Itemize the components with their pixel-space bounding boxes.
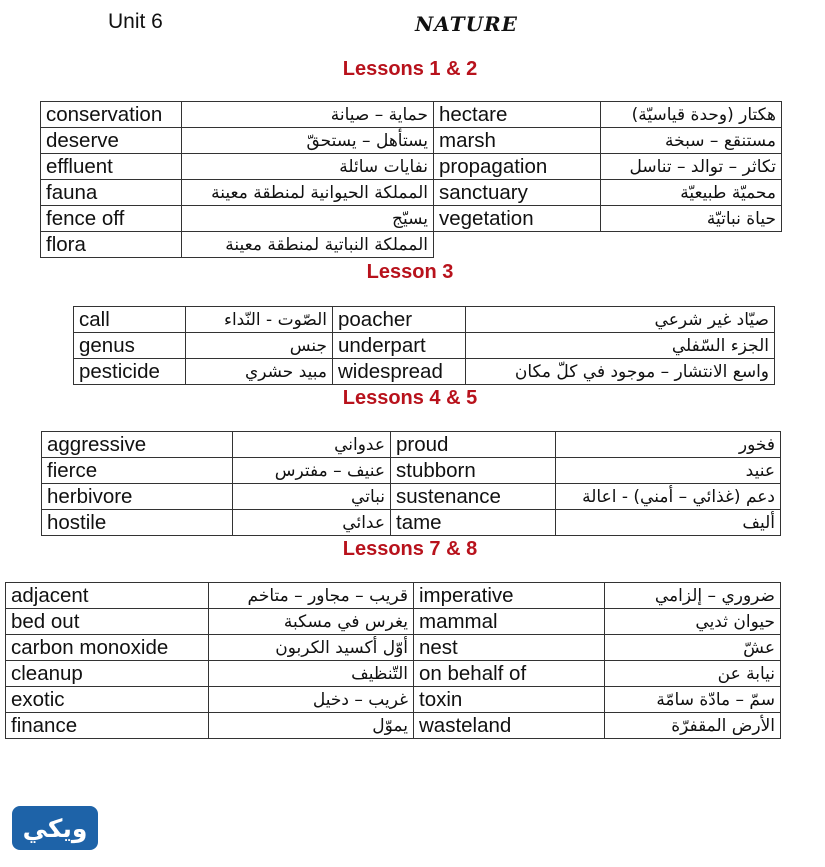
arabic-translation: جنس xyxy=(186,333,333,359)
english-term: tame xyxy=(391,510,556,536)
wiki-logo[interactable]: ويكي xyxy=(12,806,98,850)
arabic-translation: حيوان ثديي xyxy=(605,609,781,635)
arabic-translation: نفايات سائلة xyxy=(182,154,434,180)
english-term: bed out xyxy=(6,609,209,635)
arabic-translation: صيّاد غير شرعي xyxy=(466,307,775,333)
english-term: on behalf of xyxy=(414,661,605,687)
arabic-translation: مستنقع – سبخة xyxy=(601,128,782,154)
arabic-translation: قريب – مجاور – متاخم xyxy=(209,583,414,609)
arabic-translation: ضروري – إلزامي xyxy=(605,583,781,609)
arabic-translation: عدواني xyxy=(233,432,391,458)
english-term: deserve xyxy=(41,128,182,154)
arabic-translation: دعم (غذائي – أمني) - اعالة xyxy=(556,484,781,510)
arabic-translation: أليف xyxy=(556,510,781,536)
table-row xyxy=(42,432,781,458)
english-term: adjacent xyxy=(6,583,209,609)
table-row xyxy=(74,333,775,359)
arabic-translation: واسع الانتشار – موجود في كلّ مكان xyxy=(466,359,775,385)
section-title: Lessons 4 & 5 xyxy=(342,387,478,409)
theme-title: NATURE xyxy=(415,12,518,36)
english-term: hostile xyxy=(42,510,233,536)
english-term: stubborn xyxy=(391,458,556,484)
arabic-translation: فخور xyxy=(556,432,781,458)
arabic-translation: المملكة الحيوانية لمنطقة معينة xyxy=(182,180,434,206)
english-term: sanctuary xyxy=(434,180,601,206)
arabic-translation: نيابة عن xyxy=(605,661,781,687)
english-term: carbon monoxide xyxy=(6,635,209,661)
table-row xyxy=(6,609,781,635)
arabic-translation: يغرس في مسكبة xyxy=(209,609,414,635)
english-term: sustenance xyxy=(391,484,556,510)
arabic-translation: يسيّج xyxy=(182,206,434,232)
english-term: poacher xyxy=(333,307,466,333)
arabic-translation: يستأهل – يستحقّ xyxy=(182,128,434,154)
table-row xyxy=(74,359,775,385)
table-row xyxy=(41,128,782,154)
arabic-translation: الأرض المقفرّة xyxy=(605,713,781,739)
vocab-table-lessons-7-8 xyxy=(5,582,781,739)
english-term: nest xyxy=(414,635,605,661)
table-row xyxy=(41,154,782,180)
table-row xyxy=(6,661,781,687)
arabic-translation: عدائي xyxy=(233,510,391,536)
arabic-translation: غريب – دخيل xyxy=(209,687,414,713)
arabic-translation: التّنظيف xyxy=(209,661,414,687)
empty-cell xyxy=(601,232,782,258)
section-title: Lessons 7 & 8 xyxy=(342,538,478,560)
table-row xyxy=(41,206,782,232)
english-term: proud xyxy=(391,432,556,458)
english-term: pesticide xyxy=(74,359,186,385)
english-term: fierce xyxy=(42,458,233,484)
english-term: exotic xyxy=(6,687,209,713)
arabic-translation: محميّة طبيعيّة xyxy=(601,180,782,206)
arabic-translation: حياة نباتيّة xyxy=(601,206,782,232)
english-term: herbivore xyxy=(42,484,233,510)
table-row xyxy=(6,713,781,739)
english-term: finance xyxy=(6,713,209,739)
table-row xyxy=(42,510,781,536)
table-row xyxy=(41,180,782,206)
empty-cell xyxy=(434,232,601,258)
unit-label: Unit 6 xyxy=(108,10,163,33)
arabic-translation: المملكة النباتية لمنطقة معينة xyxy=(182,232,434,258)
english-term: marsh xyxy=(434,128,601,154)
english-term: conservation xyxy=(41,102,182,128)
vocab-table-lessons-4-5 xyxy=(41,431,781,536)
english-term: fence off xyxy=(41,206,182,232)
english-term: mammal xyxy=(414,609,605,635)
table-row xyxy=(6,583,781,609)
english-term: genus xyxy=(74,333,186,359)
arabic-translation: الجزء السّفلي xyxy=(466,333,775,359)
table-row xyxy=(41,232,782,258)
arabic-translation: حماية – صيانة xyxy=(182,102,434,128)
section-title: Lessons 1 & 2 xyxy=(342,58,478,80)
table-row xyxy=(74,307,775,333)
table-row xyxy=(6,687,781,713)
english-term: effluent xyxy=(41,154,182,180)
arabic-translation: الصّوت - النّداء xyxy=(186,307,333,333)
table-row xyxy=(41,102,782,128)
english-term: propagation xyxy=(434,154,601,180)
arabic-translation: عشّ xyxy=(605,635,781,661)
arabic-translation: تكاثر – توالد – تناسل xyxy=(601,154,782,180)
arabic-translation: عنيد xyxy=(556,458,781,484)
english-term: fauna xyxy=(41,180,182,206)
arabic-translation: سمّ – مادّة سامّة xyxy=(605,687,781,713)
english-term: flora xyxy=(41,232,182,258)
english-term: call xyxy=(74,307,186,333)
english-term: vegetation xyxy=(434,206,601,232)
arabic-translation: هكتار (وحدة قياسيّة) xyxy=(601,102,782,128)
english-term: toxin xyxy=(414,687,605,713)
arabic-translation: أوّل أكسيد الكربون xyxy=(209,635,414,661)
vocab-table-lesson-3 xyxy=(73,306,775,385)
arabic-translation: يموّل xyxy=(209,713,414,739)
english-term: wasteland xyxy=(414,713,605,739)
english-term: aggressive xyxy=(42,432,233,458)
section-title: Lesson 3 xyxy=(366,261,454,283)
arabic-translation: عنيف – مفترس xyxy=(233,458,391,484)
arabic-translation: مبيد حشري xyxy=(186,359,333,385)
english-term: cleanup xyxy=(6,661,209,687)
english-term: underpart xyxy=(333,333,466,359)
table-row xyxy=(42,484,781,510)
arabic-translation: نباتي xyxy=(233,484,391,510)
english-term: hectare xyxy=(434,102,601,128)
table-row xyxy=(42,458,781,484)
table-row xyxy=(6,635,781,661)
english-term: widespread xyxy=(333,359,466,385)
vocab-table-lessons-1-2 xyxy=(40,101,782,258)
english-term: imperative xyxy=(414,583,605,609)
